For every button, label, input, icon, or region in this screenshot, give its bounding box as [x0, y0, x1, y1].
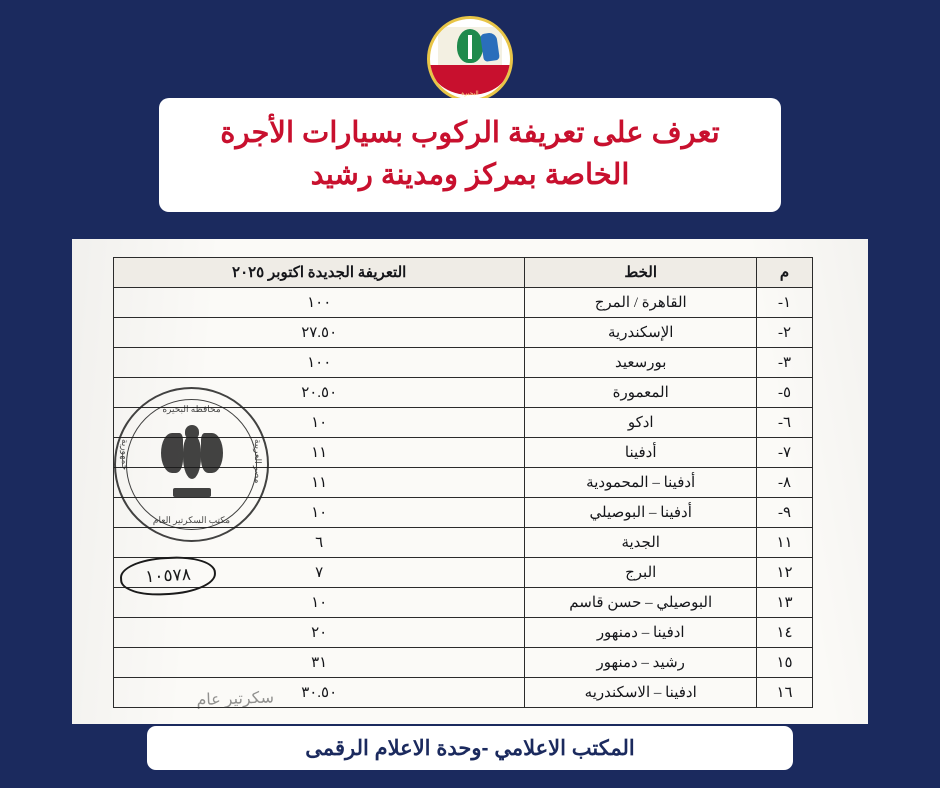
cell-no: ٥- — [757, 378, 813, 408]
column-header-line: الخط — [525, 258, 757, 288]
cell-no: ١٣ — [757, 588, 813, 618]
table-row — [114, 348, 813, 378]
cell-line: الجدية — [525, 528, 757, 558]
cell-fare: ٢٠ — [114, 618, 525, 648]
cell-line: بورسعيد — [525, 348, 757, 378]
cell-line: أدفينا — [525, 438, 757, 468]
cell-no: ١١ — [757, 528, 813, 558]
cell-line: أدفينا – البوصيلي — [525, 498, 757, 528]
footer-banner — [147, 726, 793, 770]
cell-no: ٦- — [757, 408, 813, 438]
table-row — [114, 528, 813, 558]
cell-line: المعمورة — [525, 378, 757, 408]
cell-line: ادكو — [525, 408, 757, 438]
table-row — [114, 408, 813, 438]
logo-minaret-icon — [457, 29, 483, 63]
cell-line: الإسكندرية — [525, 318, 757, 348]
cell-no: ١- — [757, 288, 813, 318]
cell-fare: ١١ — [114, 468, 525, 498]
cell-no: ٢- — [757, 318, 813, 348]
document-paper — [72, 239, 868, 724]
table-header-row — [114, 258, 813, 288]
table-row — [114, 648, 813, 678]
cell-line: ادفينا – الاسكندريه — [525, 678, 757, 708]
cell-fare: ٢٧.٥٠ — [114, 318, 525, 348]
logo-circle — [427, 16, 513, 102]
stamp-top-text: محافظة البحيرة — [162, 404, 221, 414]
cell-fare: ١١ — [114, 438, 525, 468]
document-sheet — [72, 239, 868, 724]
cell-no: ٧- — [757, 438, 813, 468]
table-row — [114, 588, 813, 618]
cell-fare: ٦ — [114, 528, 525, 558]
table-row — [114, 618, 813, 648]
cell-no: ٨- — [757, 468, 813, 498]
table-row — [114, 558, 813, 588]
cell-fare: ٣١ — [114, 648, 525, 678]
cell-no: ١٢ — [757, 558, 813, 588]
handwritten-signature-note: سكرتير عام — [196, 689, 275, 710]
table-row — [114, 468, 813, 498]
table-row — [114, 498, 813, 528]
cell-line: البوصيلي – حسن قاسم — [525, 588, 757, 618]
cell-line: البرج — [525, 558, 757, 588]
table-row — [114, 288, 813, 318]
handwritten-reference-number: ١٠٥٧٨ — [119, 555, 217, 598]
cell-line: القاهرة / المرج — [525, 288, 757, 318]
tariff-table — [113, 257, 813, 708]
title-line-2: الخاصة بمركز ومدينة رشيد — [310, 159, 630, 192]
stamp-bottom-text: مكتب السكرتير العام — [152, 515, 231, 525]
cell-line: أدفينا – المحمودية — [525, 468, 757, 498]
cell-fare: ١٠ — [114, 588, 525, 618]
title-banner — [159, 98, 781, 212]
footer-text: المكتب الاعلامي -وحدة الاعلام الرقمى — [305, 736, 635, 760]
logo-badge-label: البحيرة — [461, 91, 479, 97]
cell-no: ٣- — [757, 348, 813, 378]
cell-no: ٩- — [757, 498, 813, 528]
cell-fare: ٣٠.٥٠ — [114, 678, 525, 708]
cell-line: رشيد – دمنهور — [525, 648, 757, 678]
cell-fare: ٧ — [114, 558, 525, 588]
cell-no: ١٥ — [757, 648, 813, 678]
cell-fare: ١٠ — [114, 498, 525, 528]
cell-fare: ٢٠.٥٠ — [114, 378, 525, 408]
column-header-fare: التعريفة الجديدة اكتوبر ٢٠٢٥ — [114, 258, 525, 288]
cell-fare: ١٠ — [114, 408, 525, 438]
table-row — [114, 438, 813, 468]
cell-no: ١٤ — [757, 618, 813, 648]
title-line-1: تعرف على تعريفة الركوب بسيارات الأجرة — [220, 117, 720, 149]
table-row — [114, 318, 813, 348]
cell-fare: ١٠٠ — [114, 348, 525, 378]
cell-no: ١٦ — [757, 678, 813, 708]
cell-fare: ١٠٠ — [114, 288, 525, 318]
stamp-side-right-text: مصر العربية — [253, 439, 263, 484]
stamp-side-left-text: جمهورية — [120, 439, 130, 471]
cell-line: ادفينا – دمنهور — [525, 618, 757, 648]
table-row — [114, 378, 813, 408]
column-header-no: م — [757, 258, 813, 288]
governorate-logo — [427, 16, 513, 102]
